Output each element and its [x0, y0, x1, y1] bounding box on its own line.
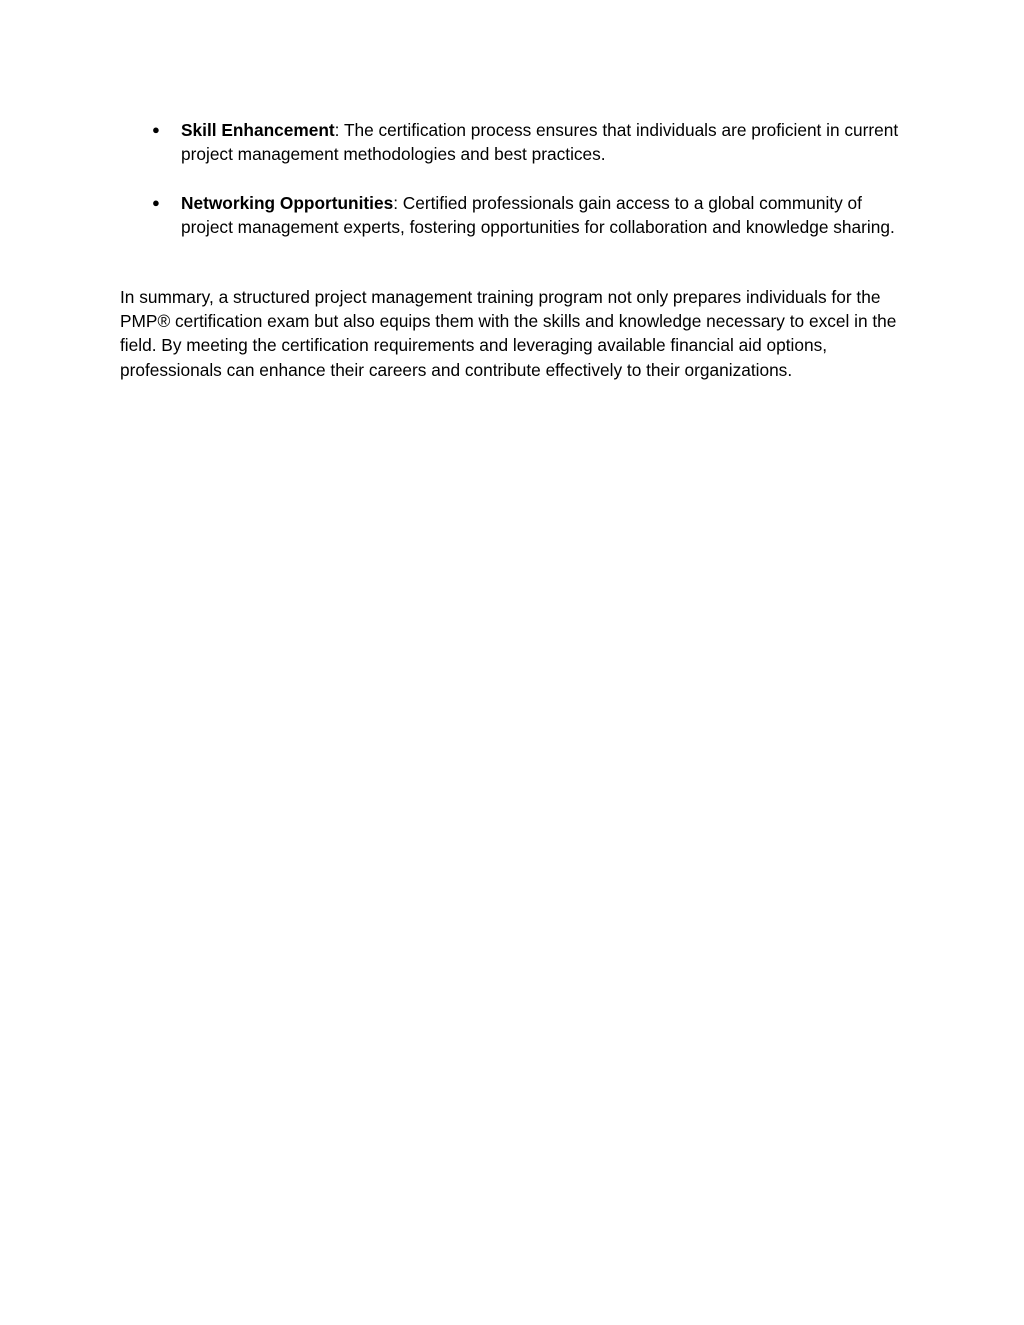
bullet-icon: ● — [152, 195, 160, 211]
list-item-term: Skill Enhancement — [181, 120, 335, 140]
list-item-text: : Certified professionals gain access to a global community of project management experts, fostering opportunities for collaboration and knowledge sharing. — [181, 193, 895, 238]
list-item-text: : The certification process ensures that individuals are proficient in current project management methodologies and best practices. — [181, 120, 899, 165]
summary-paragraph: In summary, a structured project management training program not only prepares individuals for the PMP® certification exam but also equips them with the skills and knowledge necessary to excel in the field. By meeting the certification requirements and leveraging available financial aid options, professionals can enhance their careers and contribute effectively to their organizations. — [120, 286, 897, 380]
page-content — [120, 118, 910, 382]
list-item-term: Networking Opportunities — [181, 193, 394, 214]
benefits-list — [120, 118, 910, 240]
list-item — [120, 191, 910, 240]
list-item — [120, 118, 910, 167]
bullet-icon: ● — [152, 122, 160, 137]
